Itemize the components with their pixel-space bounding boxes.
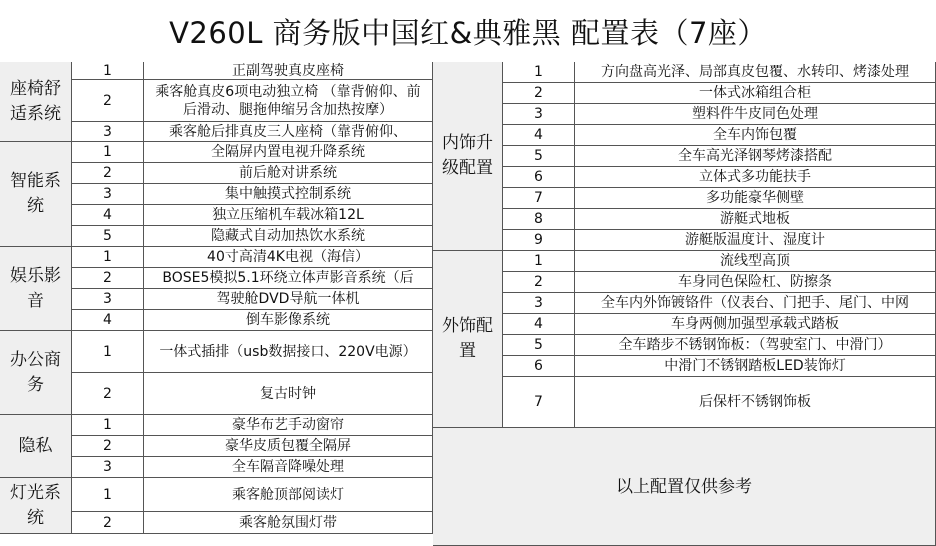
- row-number: 4: [72, 205, 144, 226]
- row-number: 7: [503, 188, 575, 209]
- config-item: 乘客舱氛围灯带: [144, 512, 433, 534]
- row-number: 8: [503, 209, 575, 230]
- config-item: 隐藏式自动加热饮水系统: [144, 226, 433, 247]
- row-number: 6: [503, 356, 575, 377]
- category-privacy: 隐私: [0, 415, 72, 478]
- config-item: 全车内外饰镀铬件（仪表台、门把手、尾门、中网: [575, 293, 936, 314]
- row-number: 5: [503, 335, 575, 356]
- row-number: 2: [72, 373, 144, 415]
- category-seat: 座椅舒适系统: [0, 62, 72, 142]
- config-item: 倒车影像系统: [144, 310, 433, 331]
- category-light: 灯光系统: [0, 478, 72, 534]
- row-number: 3: [72, 122, 144, 142]
- config-item: 乘客舱顶部阅读灯: [144, 478, 433, 512]
- row-number: 7: [503, 377, 575, 428]
- row-number: 3: [72, 289, 144, 310]
- row-number: 3: [72, 184, 144, 205]
- row-number: 5: [503, 146, 575, 167]
- row-number: 3: [503, 104, 575, 125]
- config-item: 立体式多功能扶手: [575, 167, 936, 188]
- config-item: 方向盘高光泽、局部真皮包覆、水转印、烤漆处理: [575, 62, 936, 83]
- config-item: 车身同色保险杠、防擦条: [575, 272, 936, 293]
- config-item: 游艇版温度计、湿度计: [575, 230, 936, 251]
- row-number: 2: [72, 512, 144, 534]
- config-item: 全车高光泽钢琴烤漆搭配: [575, 146, 936, 167]
- row-number: 3: [503, 293, 575, 314]
- config-item: 40寸高清4K电视（海信）: [144, 247, 433, 268]
- row-number: 1: [72, 415, 144, 436]
- row-number: 3: [72, 457, 144, 478]
- config-item: 复古时钟: [144, 373, 433, 415]
- row-number: 1: [72, 247, 144, 268]
- row-number: 1: [72, 62, 144, 80]
- config-item: 后保杆不锈钢饰板: [575, 377, 936, 428]
- row-number: 6: [503, 167, 575, 188]
- row-number: 2: [72, 268, 144, 289]
- config-item: BOSE5模拟5.1环绕立体声影音系统（后: [144, 268, 433, 289]
- row-number: 1: [72, 142, 144, 163]
- category-office: 办公商务: [0, 331, 72, 415]
- row-number: 1: [503, 62, 575, 83]
- row-number: 1: [72, 331, 144, 373]
- category-interior: 内饰升级配置: [433, 62, 503, 251]
- row-number: 1: [503, 251, 575, 272]
- config-item: 游艇式地板: [575, 209, 936, 230]
- config-item: 全隔屏内置电视升降系统: [144, 142, 433, 163]
- config-item: 独立压缩机车载冰箱12L: [144, 205, 433, 226]
- config-item: 前后舱对讲系统: [144, 163, 433, 184]
- config-item: 驾驶舱DVD导航一体机: [144, 289, 433, 310]
- row-number: 4: [503, 125, 575, 146]
- config-item: 乘客舱后排真皮三人座椅（靠背俯仰、: [144, 122, 433, 142]
- config-item: 车身两侧加强型承载式踏板: [575, 314, 936, 335]
- config-item: 乘客舱真皮6项电动独立椅 （靠背俯仰、前后滑动、腿拖伸缩另含加热按摩）: [144, 80, 433, 122]
- config-item: 全车内饰包覆: [575, 125, 936, 146]
- config-item: 豪华皮质包覆全隔屏: [144, 436, 433, 457]
- config-item: 塑料件牛皮同色处理: [575, 104, 936, 125]
- config-item: 全车隔音降噪处理: [144, 457, 433, 478]
- category-ent: 娱乐影音: [0, 247, 72, 331]
- config-item: 全车踏步不锈钢饰板：（驾驶室门、中滑门）: [575, 335, 936, 356]
- config-item: 正副驾驶真皮座椅: [144, 62, 433, 80]
- config-item: 流线型高顶: [575, 251, 936, 272]
- row-number: 2: [72, 163, 144, 184]
- note-text: 以上配置仅供参考: [433, 428, 936, 546]
- row-number: 2: [503, 83, 575, 104]
- row-number: 2: [503, 272, 575, 293]
- config-item: 一体式冰箱组合柜: [575, 83, 936, 104]
- page-title: V260L 商务版中国红&典雅黑 配置表（7座）: [0, 0, 936, 63]
- category-smart: 智能系统: [0, 142, 72, 247]
- row-number: 2: [72, 80, 144, 122]
- row-number: 5: [72, 226, 144, 247]
- row-number: 1: [72, 478, 144, 512]
- row-number: 4: [503, 314, 575, 335]
- config-item: 集中触摸式控制系统: [144, 184, 433, 205]
- row-number: 2: [72, 436, 144, 457]
- config-item: 中滑门不锈钢踏板LED装饰灯: [575, 356, 936, 377]
- config-item: 豪华布艺手动窗帘: [144, 415, 433, 436]
- category-exterior: 外饰配置: [433, 251, 503, 428]
- config-item: 多功能豪华侧壁: [575, 188, 936, 209]
- config-item: 一体式插排（usb数据接口、220V电源）: [144, 331, 433, 373]
- row-number: 9: [503, 230, 575, 251]
- row-number: 4: [72, 310, 144, 331]
